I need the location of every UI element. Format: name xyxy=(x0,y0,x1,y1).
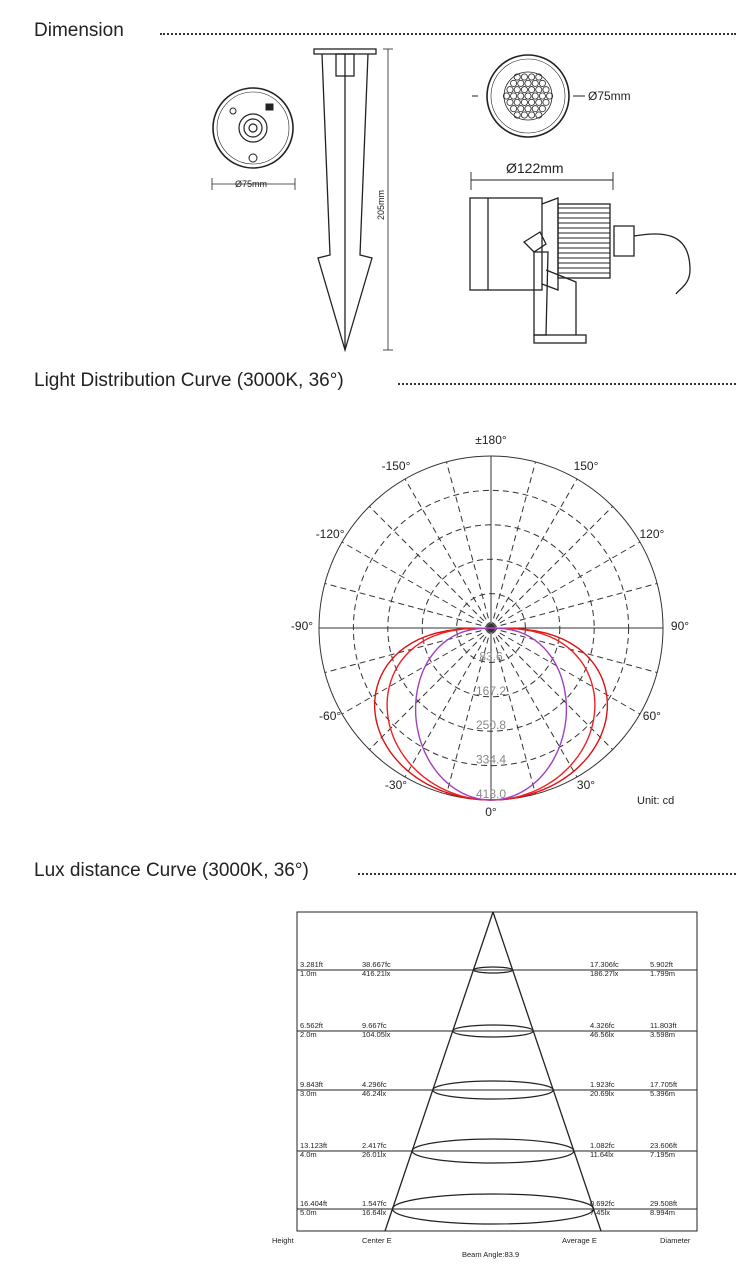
top-view-drawing xyxy=(487,55,569,137)
lux-curve-title: Lux distance Curve (3000K, 36°) xyxy=(34,860,309,881)
lux-cell-m: 1.0m xyxy=(300,969,317,978)
lux-cell-avg-lx: 7.45lx xyxy=(590,1208,611,1217)
polar-angle-label: 150° xyxy=(573,459,599,474)
lux-cell-ft: 6.562ft xyxy=(300,1021,323,1030)
light-curve-title: Light Distribution Curve (3000K, 36°) xyxy=(34,370,344,391)
polar-ring-label: 418.0 xyxy=(475,787,507,801)
lux-cell-avg-fc: 17.306fc xyxy=(590,960,619,969)
lens-cell xyxy=(532,80,538,86)
lux-cell-ft: 3.281ft xyxy=(300,960,323,969)
dimension-drawing xyxy=(0,0,750,360)
polar-spoke xyxy=(369,628,491,750)
lux-chart xyxy=(0,895,750,1275)
polar-angle-label: 120° xyxy=(639,527,665,541)
lens-cell xyxy=(507,87,513,93)
lux-cell-m: 3.0m xyxy=(300,1089,317,1098)
polar-ring-label: 83.6 xyxy=(479,649,503,664)
lux-cell-avg-fc: 4.326fc xyxy=(590,1021,615,1030)
polar-spoke xyxy=(491,542,640,628)
polar-spoke xyxy=(325,628,491,673)
polar-spoke xyxy=(325,583,491,628)
lux-cell-lx: 16.64lx xyxy=(362,1208,387,1217)
polar-angle-label: 90° xyxy=(670,619,690,633)
polar-spoke xyxy=(446,462,491,628)
heatsink-fins xyxy=(558,208,610,273)
lens-cell xyxy=(539,106,545,112)
lux-cell-ft: 9.843ft xyxy=(300,1080,323,1089)
lux-cell-avg-lx: 20.69lx xyxy=(590,1089,615,1098)
lux-cone-edge xyxy=(493,912,601,1231)
lens-cell xyxy=(521,74,527,80)
lens-cell xyxy=(521,87,527,93)
lux-cell-lx: 26.01lx xyxy=(362,1150,387,1159)
polar-angle-label: 60° xyxy=(642,709,661,723)
lens-cell xyxy=(532,106,538,112)
lux-cell-lx: 416.21lx xyxy=(362,969,391,978)
lux-cell-dia-ft: 29.508ft xyxy=(650,1199,678,1208)
lens-cell xyxy=(521,112,527,118)
lens-cell xyxy=(518,106,524,112)
lux-cell-dia-ft: 23.606ft xyxy=(650,1141,678,1150)
lux-cell-avg-lx: 46.56lx xyxy=(590,1030,615,1039)
lux-cell-fc: 38.667fc xyxy=(362,960,391,969)
top-dia-label: Ø75mm xyxy=(588,89,631,103)
lux-cell-fc: 1.547fc xyxy=(362,1199,387,1208)
polar-spoke xyxy=(491,583,657,628)
lux-cell-fc: 4.296fc xyxy=(362,1080,387,1089)
polar-spoke xyxy=(491,628,657,673)
lens-cell xyxy=(529,112,535,118)
polar-spoke xyxy=(491,628,613,750)
polar-spoke xyxy=(491,462,536,628)
polar-angle-label: -30° xyxy=(384,777,408,792)
lens-cell xyxy=(529,99,535,105)
lux-footer-diameter: Diameter xyxy=(660,1236,691,1245)
lens-cell xyxy=(518,80,524,86)
lux-cell-lx: 104.05lx xyxy=(362,1030,391,1039)
polar-spoke xyxy=(405,479,491,628)
lux-cell-lx: 46.24lx xyxy=(362,1089,387,1098)
lens-cell xyxy=(536,99,542,105)
polar-angle-label: 0° xyxy=(485,805,497,819)
lens-cell xyxy=(507,99,513,105)
lux-cell-dia-m: 3.598m xyxy=(650,1030,676,1039)
lux-cell-ft: 16.404ft xyxy=(300,1199,328,1208)
lens-cell xyxy=(525,80,531,86)
side-width-label: Ø122mm xyxy=(506,160,564,176)
lux-cell-m: 4.0m xyxy=(300,1150,317,1159)
polar-ring-label: 167.2 xyxy=(475,683,507,698)
lux-cell-m: 5.0m xyxy=(300,1208,317,1217)
lux-cell-m: 2.0m xyxy=(300,1030,317,1039)
lux-footer-average: Average E xyxy=(562,1236,597,1245)
lens-cell xyxy=(514,87,520,93)
lux-cell-dia-ft: 17.705ft xyxy=(650,1080,678,1089)
lens-array-drawing xyxy=(503,74,552,118)
lens-cell xyxy=(536,87,542,93)
lux-cell-dia-ft: 5.902ft xyxy=(650,960,673,969)
lens-cell xyxy=(510,106,516,112)
polar-angle-label: -90° xyxy=(290,619,314,633)
front-view-drawing xyxy=(212,88,295,190)
lens-cell xyxy=(539,93,545,99)
lux-footer-center: Center E xyxy=(362,1236,392,1245)
lux-cell-avg-fc: 1.082fc xyxy=(590,1141,615,1150)
lux-footer-height: Height xyxy=(272,1236,294,1245)
lux-curve-divider xyxy=(358,873,736,875)
height-label: 205mm xyxy=(376,189,386,220)
lens-cell xyxy=(514,99,520,105)
polar-angle-label: -150° xyxy=(381,459,411,474)
polar-chart xyxy=(0,420,750,860)
lens-cell xyxy=(529,74,535,80)
lens-cell xyxy=(518,93,524,99)
lens-cell xyxy=(532,93,538,99)
dimension-title: Dimension xyxy=(34,20,124,41)
lux-cell-ft: 13.123ft xyxy=(300,1141,328,1150)
lens-cell xyxy=(510,80,516,86)
lux-cell-avg-fc: 0.692fc xyxy=(590,1199,615,1208)
lux-cell-avg-lx: 11.64lx xyxy=(590,1150,614,1159)
lens-cell xyxy=(543,87,549,93)
lux-cell-fc: 2.417fc xyxy=(362,1141,387,1150)
polar-angle-label: -120° xyxy=(315,527,345,541)
side-view-drawing xyxy=(470,172,690,343)
polar-angle-label: 30° xyxy=(576,777,596,792)
lux-cell-avg-lx: 186.27lx xyxy=(590,969,619,978)
lens-cell xyxy=(539,80,545,86)
lens-cell xyxy=(525,93,531,99)
lux-cell-dia-m: 8.994m xyxy=(650,1208,676,1217)
lux-cell-dia-m: 5.396m xyxy=(650,1089,676,1098)
lux-cone-edge xyxy=(385,912,493,1231)
lens-cell xyxy=(510,93,516,99)
lux-footer-beam: Beam Angle:83.9 xyxy=(462,1250,520,1259)
lux-cell-fc: 9.667fc xyxy=(362,1021,387,1030)
polar-spoke xyxy=(369,506,491,628)
lens-cell xyxy=(525,106,531,112)
lux-cell-dia-ft: 11.803ft xyxy=(650,1021,677,1030)
polar-ring-label: 250.8 xyxy=(475,718,507,733)
lux-cell-dia-m: 7.195m xyxy=(650,1150,676,1159)
lux-frame xyxy=(297,912,697,1231)
light-curve-divider xyxy=(398,383,736,385)
lux-cell-dia-m: 1.799m xyxy=(650,969,676,978)
lens-cell xyxy=(529,87,535,93)
polar-angle-label: -60° xyxy=(319,709,342,723)
lens-cell xyxy=(543,99,549,105)
unit-label: Unit: cd xyxy=(637,795,675,807)
polar-spoke xyxy=(491,506,613,628)
lens-cell xyxy=(521,99,527,105)
lux-cell-avg-fc: 1.923fc xyxy=(590,1080,615,1089)
polar-spoke xyxy=(342,542,491,628)
polar-ring-label: 334.4 xyxy=(475,752,507,767)
polar-angle-label: ±180° xyxy=(475,433,507,447)
front-dia-label: Ø75mm xyxy=(235,179,268,189)
polar-spoke xyxy=(491,479,577,628)
